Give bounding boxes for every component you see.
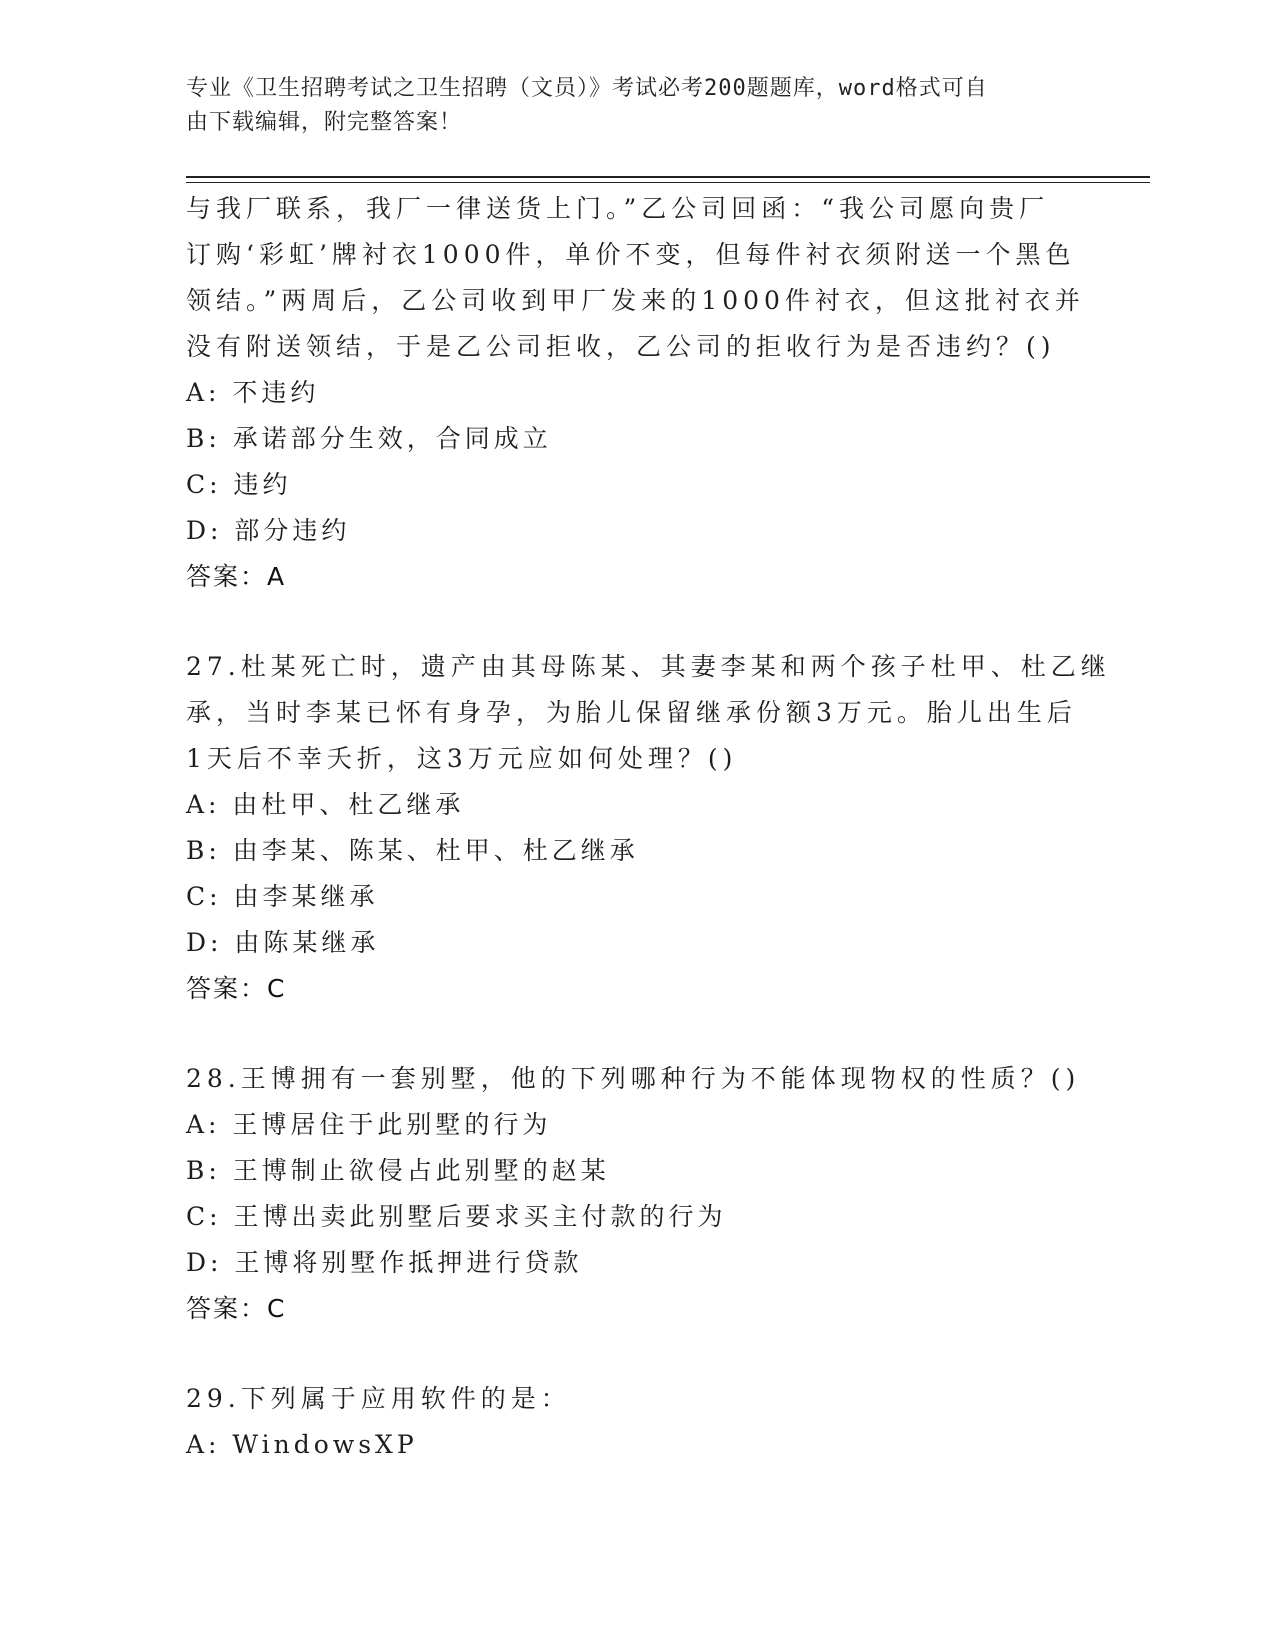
answer-label: 答案：A	[186, 562, 287, 591]
question-text-line: 27.杜某死亡时，遗产由其母陈某、其妻李某和两个孩子杜甲、杜乙继	[186, 652, 1111, 681]
question-text-line: 领结。”两周后，乙公司收到甲厂发来的1000件衬衣，但这批衬衣并	[186, 286, 1085, 315]
option-c: C: 违约	[186, 470, 292, 499]
header-line-1: 专业《卫生招聘考试之卫生招聘（文员）》考试必考200题题库，word格式可自	[186, 76, 988, 101]
header-line-2: 由下载编辑，附完整答案！	[186, 110, 463, 135]
question-26-continued	[186, 186, 1086, 600]
option-d: D: 王博将别墅作抵押进行贷款	[186, 1248, 583, 1277]
question-28	[186, 1056, 1086, 1332]
question-text-line: 订购‘彩虹’牌衬衣1000件，单价不变，但每件衬衣须附送一个黑色	[186, 240, 1076, 269]
question-29	[186, 1376, 1086, 1468]
question-text-line: 29.下列属于应用软件的是：	[186, 1384, 571, 1413]
option-c: C: 由李某继承	[186, 882, 379, 911]
document-body	[186, 186, 1111, 1468]
question-text-line: 1天后不幸夭折，这3万元应如何处理？()	[186, 744, 738, 773]
question-text-line: 与我厂联系，我厂一律送货上门。”乙公司回函：“我公司愿向贵厂	[186, 194, 1050, 223]
answer-label: 答案：C	[186, 974, 287, 1003]
option-a: A: WindowsXP	[186, 1430, 418, 1459]
option-b: B: 承诺部分生效，合同成立	[186, 424, 552, 453]
document-header	[186, 72, 1066, 140]
option-a: A: 由杜甲、杜乙继承	[186, 790, 465, 819]
option-c: C: 王博出卖此别墅后要求买主付款的行为	[186, 1202, 727, 1231]
header-divider-thick	[186, 176, 1150, 178]
header-divider-thin	[186, 182, 1150, 183]
option-a: A: 王博居住于此别墅的行为	[186, 1110, 552, 1139]
answer-label: 答案：C	[186, 1294, 287, 1323]
question-text-line: 没有附送领结，于是乙公司拒收，乙公司的拒收行为是否违约？()	[186, 332, 1056, 361]
option-a: A: 不违约	[186, 378, 320, 407]
option-d: D: 由陈某继承	[186, 928, 380, 957]
option-d: D: 部分违约	[186, 516, 351, 545]
question-text-line: 28.王博拥有一套别墅，他的下列哪种行为不能体现物权的性质？()	[186, 1064, 1081, 1093]
option-b: B: 王博制止欲侵占此别墅的赵某	[186, 1156, 610, 1185]
question-text-line: 承，当时李某已怀有身孕，为胎儿保留继承份额3万元。胎儿出生后	[186, 698, 1077, 727]
option-b: B: 由李某、陈某、杜甲、杜乙继承	[186, 836, 639, 865]
question-27	[186, 644, 1111, 1012]
